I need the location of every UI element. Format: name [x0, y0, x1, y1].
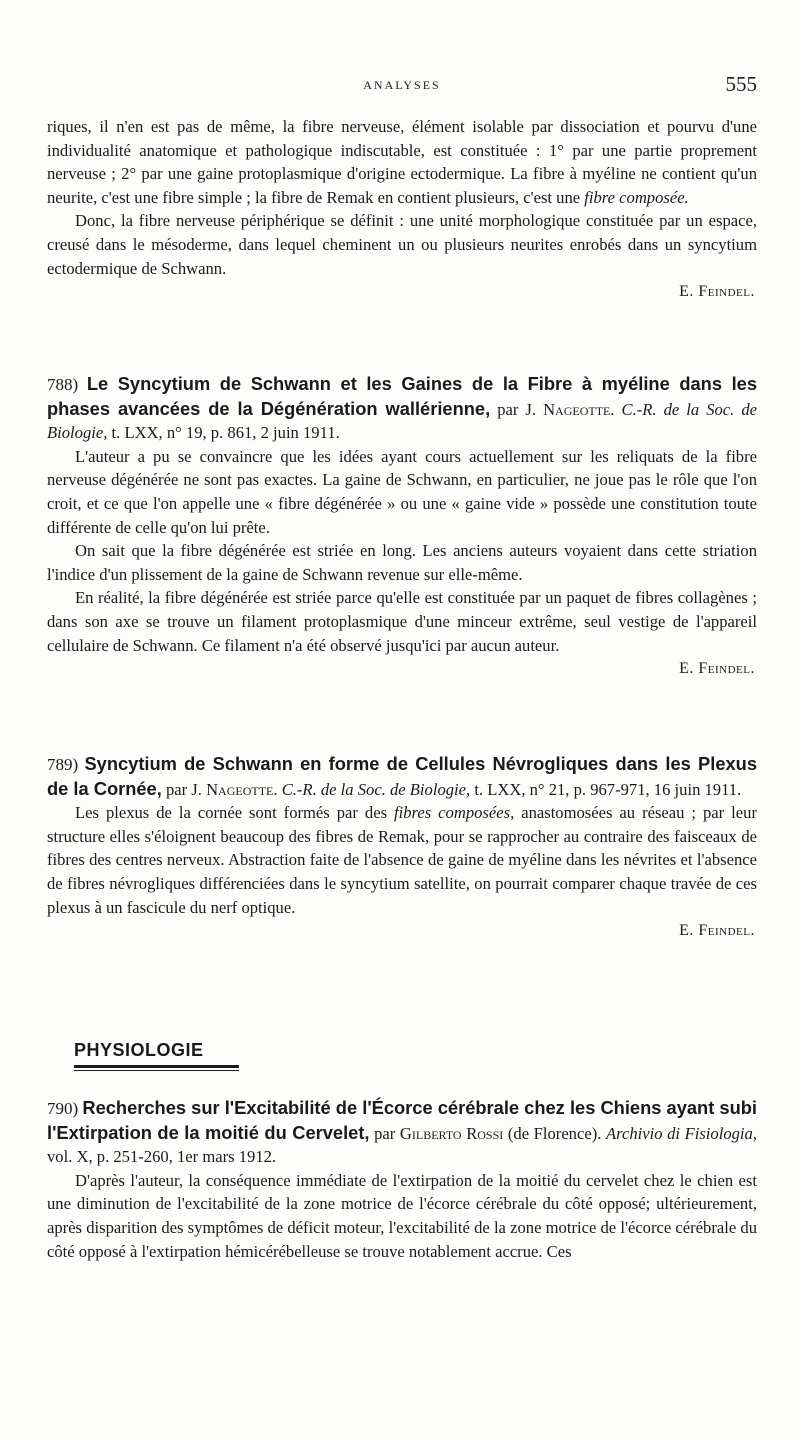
article-790-heading: 790) Recherches sur l'Excitabilité de l'Écorce cérébrale chez les Chiens ayant subi l'Extirpation de la moitié du Cervelet, par Gilberto Rossi (de Florence). Archivio di Fisiologia, vol. X, p. 251-260, 1er mars 1912.	[47, 1097, 758, 1167]
article-788-source: C.-R. de la Soc. de Biologie,	[47, 399, 758, 443]
article-788-ref: t. LXX, n° 19, p. 861, 2 juin 1911.	[111, 423, 340, 443]
intro-paragraph-2: Donc, la fibre nerveuse périphérique se définit : une unité morphologique constituée par un espace, creusé dans le mésoderme, dans lequel cheminent un ou plusieurs neurites enrobés dans un syncytium ectodermique de Schwann.	[47, 211, 757, 278]
article-788-paragraph-3: En réalité, la fibre dégénérée est striée parce qu'elle est constituée par un paquet de fibres collagènes ; dans son axe se trouve un filament protoplasmique d'une minceur extrême, seul vestige de l'appareil cellulaire de Schwann. Ce filament n'a été observé jusqu'ici par aucun auteur.	[47, 588, 757, 655]
article-789-source: C.-R. de la Soc. de Biologie,	[281, 779, 471, 799]
intro-block	[47, 115, 757, 304]
intro-signature: E. Feindel.	[679, 283, 755, 301]
article-790-ref: vol. X, p. 251-260, 1er mars 1912.	[47, 1147, 277, 1167]
article-788-author: Nageotte.	[543, 399, 615, 419]
section-rule-thin	[74, 1070, 239, 1071]
intro-emphasis: fibre composée.	[584, 187, 689, 207]
article-788-signature: E. Feindel.	[679, 660, 755, 678]
running-head-title: ANALYSES	[363, 78, 441, 92]
article-789-title: Syncytium de Schwann en forme de Cellules Névrogliques dans les Plexus de la Cornée,	[47, 753, 757, 799]
article-789-number: 789)	[47, 755, 79, 774]
article-790-number: 790)	[47, 1099, 79, 1118]
article-790-source: Archivio di Fisiologia,	[605, 1123, 757, 1143]
article-790	[47, 1096, 757, 1263]
running-head	[47, 72, 757, 98]
article-788-paragraph-1: L'auteur a pu se convaincre que les idées ayant cours actuellement sur les reliquats de la fibre nerveuse dégénérée ne sont pas exactes. La gaine de Schwann, en particulier, ne joue pas le rôle que l'on croit, et ce que l'on appelle une « fibre dégénérée » ou une « gaine vide » possède une constitution toute différente de celle qu'on lui prête.	[47, 446, 757, 537]
article-789-ref: t. LXX, n° 21, p. 967-971, 16 juin 1911.	[474, 779, 742, 799]
article-789-paragraph-1: Les plexus de la cornée sont formés par des fibres composées, anastomosées au réseau ; par leur structure elles s'éloignent beaucoup des fibres de Remak, pour se rapprocher au contraire des faisceaux de fibres des centres nerveux. Abstraction faite de l'absence de gaine de myéline dans les névrites et l'absence de fibres névrogliques différenciées dans le syncytium satellite, on pourrait comparer chaque travée de ces plexus à un fascicule du nerf optique.	[47, 803, 757, 917]
section-rule	[74, 1065, 239, 1068]
article-789-heading: 789) Syncytium de Schwann en forme de Cellules Névrogliques dans les Plexus de la Cornée, par J. Nageotte. C.-R. de la Soc. de Biologie, t. LXX, n° 21, p. 967-971, 16 juin 1911.	[47, 753, 757, 799]
article-789-author: Nageotte.	[206, 779, 278, 799]
article-788-paragraph-2: On sait que la fibre dégénérée est striée en long. Les anciens auteurs voyaient dans cette striation l'indice d'un plissement de la gaine de Schwann revenue sur elle-même.	[47, 541, 757, 584]
article-790-title: Recherches sur l'Excitabilité de l'Écorce cérébrale chez les Chiens ayant subi l'Extirpation de la moitié du Cervelet,	[47, 1097, 758, 1143]
article-788-heading: 788) Le Syncytium de Schwann et les Gaines de la Fibre à myéline dans les phases avancées de la Dégénération wallérienne, par J. Nageotte. C.-R. de la Soc. de Biologie, t. LXX, n° 19, p. 861, 2 juin 1911.	[47, 373, 758, 443]
article-789	[47, 752, 757, 943]
page-number: 555	[725, 72, 757, 96]
article-788-number: 788)	[47, 375, 79, 394]
article-789-emphasis: fibres composées,	[394, 803, 515, 823]
article-790-paragraph-1: D'après l'auteur, la conséquence immédiate de l'extirpation de la moitié du cervelet chez le chien est une diminution de l'excitabilité de la zone motrice de l'écorce cérébrale du côté opposé; ultérieurement, après disparition des symptômes de déficit moteur, l'excitabilité de la zone motrice de l'écorce cérébrale du côté opposé à l'extirpation hémicérébelleuse se trouve notablement accrue. Ces	[47, 1170, 757, 1261]
section-heading	[74, 1040, 239, 1071]
article-790-place: (de Florence).	[507, 1123, 602, 1143]
article-788-title: Le Syncytium de Schwann et les Gaines de la Fibre à myéline dans les phases avancées de la Dégénération wallérienne,	[47, 373, 757, 419]
intro-paragraph-1: riques, il n'en est pas de même, la fibre nerveuse, élément isolable par dissociation et pourvu d'une individualité anatomique et pathologique indiscutable, est constituée : 1° par une partie proprement nerveuse ; 2° par une gaine protoplasmique d'origine ectodermique. La fibre à myéline ne contient qu'un neurite, c'est une fibre simple ; la fibre de Remak en contient plusieurs, c'est une fibre composée.	[47, 117, 757, 207]
article-788	[47, 372, 757, 681]
section-title: PHYSIOLOGIE	[74, 1040, 204, 1060]
article-790-author: Gilberto Rossi	[399, 1123, 504, 1143]
article-789-signature: E. Feindel.	[679, 922, 755, 940]
